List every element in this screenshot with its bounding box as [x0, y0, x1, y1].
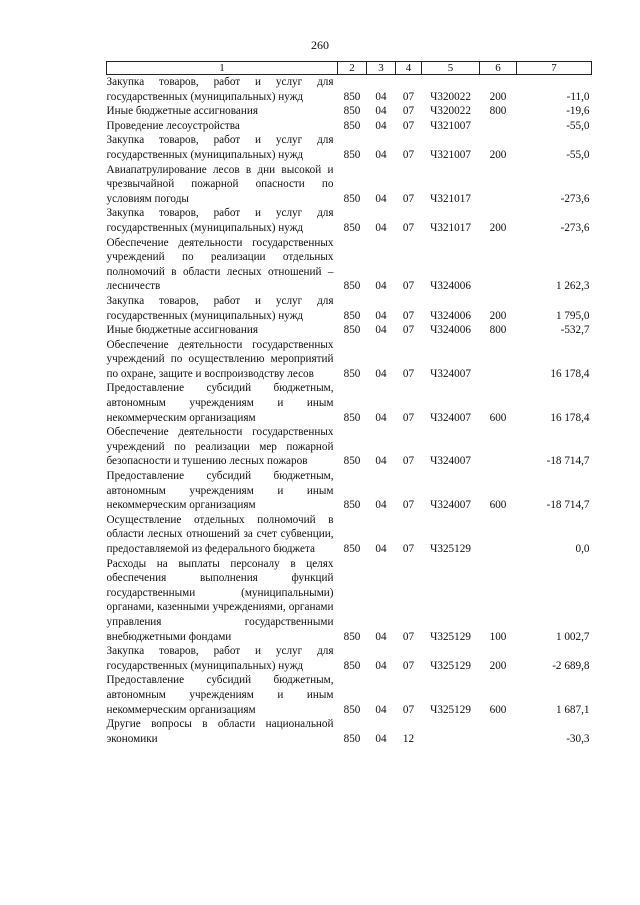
table-row: [107, 104, 592, 119]
target-article-code: Ч324007: [430, 455, 471, 468]
target-article-code: Ч324007: [430, 411, 471, 424]
ministry-code: 850: [343, 703, 361, 716]
target-article-code: Ч324007: [430, 367, 471, 380]
table-row: [107, 294, 592, 323]
section-code: 04: [375, 324, 387, 337]
row-description: Предоставление субсидий бюджетным, автономным учреждениям и иным некоммерческим организациям: [106, 382, 334, 424]
section-code: 04: [375, 543, 387, 555]
section-code: 04: [375, 192, 387, 205]
row-description: Закупка товаров, работ и услуг для государственных (муниципальных) нужд: [106, 76, 334, 103]
section-code: 04: [375, 499, 387, 512]
column-header: 5: [422, 62, 480, 75]
row-description: Закупка товаров, работ и услуг для государственных (муниципальных) нужд: [106, 207, 334, 234]
target-article-code: Ч325129: [430, 659, 471, 672]
table-row: [107, 323, 592, 338]
column-header: 4: [396, 62, 422, 75]
ministry-code: 850: [343, 192, 361, 205]
target-article-code: Ч325129: [430, 630, 471, 643]
table-row: [107, 513, 592, 557]
table-row: [107, 236, 592, 294]
subsection-code: 07: [402, 90, 415, 103]
ministry-code: 850: [343, 630, 361, 643]
ministry-code: 850: [343, 221, 361, 234]
target-article-code: Ч320022: [430, 105, 471, 118]
column-header: 2: [338, 62, 367, 75]
table-row: [107, 425, 592, 469]
ministry-code: 850: [343, 455, 361, 468]
expense-type-code: 600: [489, 499, 507, 512]
row-description: Иные бюджетные ассигнования: [106, 324, 258, 337]
amount: 1 687,1: [555, 703, 590, 716]
row-description: Другие вопросы в области национальной экономики: [106, 718, 334, 745]
amount: -30,3: [566, 732, 590, 745]
budget-table: [106, 61, 592, 746]
ministry-code: 850: [343, 309, 361, 322]
row-description: Осуществление отдельных полномочий в области лесных отношений за счет субвенции, предоставляемой из федерального бюджета: [106, 513, 334, 555]
subsection-code: 07: [402, 192, 415, 205]
expense-type-code: [480, 163, 517, 207]
row-description: Обеспечение деятельности государственных учреждений по осуществлению мероприятий по охране, защите и воспроизводству лесов: [106, 338, 334, 380]
table-row: [107, 119, 592, 134]
column-header: 3: [367, 62, 396, 75]
table-row: [107, 557, 592, 645]
section-code: 04: [375, 703, 387, 716]
ministry-code: 850: [343, 499, 361, 512]
subsection-code: 07: [402, 630, 415, 643]
table-row: [107, 673, 592, 717]
subsection-code: 07: [402, 221, 415, 234]
table-row: [107, 206, 592, 235]
target-article-code: Ч324006: [430, 324, 471, 337]
ministry-code: 850: [343, 105, 361, 118]
section-code: 04: [375, 411, 387, 424]
expense-type-code: 200: [489, 148, 507, 161]
column-header: 6: [480, 62, 517, 75]
subsection-code: 07: [402, 148, 415, 161]
row-description: Закупка товаров, работ и услуг для государственных (муниципальных) нужд: [106, 134, 334, 161]
row-description: Обеспечение деятельности государственных учреждений по реализации отдельных полномочий в области лесных отношений – лесничеств: [106, 236, 334, 293]
target-article-code: Ч320022: [430, 90, 471, 103]
table-row: [107, 644, 592, 673]
target-article-code: [422, 717, 480, 746]
subsection-code: 07: [402, 659, 415, 672]
table-row: [107, 75, 592, 105]
expense-type-code: [480, 513, 517, 557]
row-description: Иные бюджетные ассигнования: [106, 105, 258, 118]
amount: -2 689,8: [552, 659, 590, 672]
section-code: 04: [375, 148, 387, 161]
ministry-code: 850: [343, 324, 361, 337]
expense-type-code: 100: [489, 630, 507, 643]
amount: -55,0: [566, 119, 590, 132]
row-description: Авиапатрулирование лесов в дни высокой и чрезвычайной пожарной опасности по условиям погоды: [106, 163, 334, 205]
column-header: 1: [107, 62, 338, 75]
amount: -273,6: [560, 221, 590, 234]
target-article-code: Ч325129: [430, 703, 471, 716]
table-row: [107, 469, 592, 513]
expense-type-code: [480, 119, 517, 134]
ministry-code: 850: [343, 367, 361, 380]
target-article-code: Ч324006: [430, 280, 471, 293]
row-description: Обеспечение деятельности государственных учреждений по реализации мер пожарной безопасности и тушению лесных пожаров: [106, 426, 334, 468]
subsection-code: 12: [402, 732, 415, 745]
subsection-code: 07: [402, 411, 415, 424]
ministry-code: 850: [343, 280, 361, 293]
table-header-row: [107, 62, 592, 75]
expense-type-code: 200: [489, 309, 507, 322]
target-article-code: Ч324007: [430, 499, 471, 512]
ministry-code: 850: [343, 732, 361, 745]
row-description: Предоставление субсидий бюджетным, автономным учреждениям и иным некоммерческим организациям: [106, 470, 334, 512]
subsection-code: 07: [402, 499, 415, 512]
target-article-code: Ч325129: [430, 543, 471, 555]
section-code: 04: [375, 630, 387, 643]
ministry-code: 850: [343, 411, 361, 424]
section-code: 04: [375, 280, 387, 293]
target-article-code: Ч321017: [430, 192, 471, 205]
ministry-code: 850: [343, 543, 361, 555]
amount: -11,0: [566, 90, 590, 103]
expense-type-code: 200: [489, 221, 507, 234]
expense-type-code: [480, 425, 517, 469]
section-code: 04: [375, 659, 387, 672]
table-row: [107, 163, 592, 207]
ministry-code: 850: [343, 119, 361, 132]
expense-type-code: [480, 236, 517, 294]
subsection-code: 07: [402, 119, 415, 132]
expense-type-code: [480, 338, 517, 382]
amount: -19,6: [566, 105, 590, 118]
amount: 16 178,4: [550, 367, 590, 380]
amount: -55,0: [566, 148, 590, 161]
amount: 1 795,0: [555, 309, 590, 322]
row-description: Расходы на выплаты персоналу в целях обеспечения выполнения функций государственными (муниципальными) органами, казенными учреждениями, органами управления государственными внебюджетными фондами: [106, 557, 334, 643]
amount: 0,0: [575, 543, 590, 555]
section-code: 04: [375, 105, 387, 118]
expense-type-code: 800: [489, 324, 507, 337]
row-description: Предоставление субсидий бюджетным, автономным учреждениям и иным некоммерческим организациям: [106, 674, 334, 716]
section-code: 04: [375, 367, 387, 380]
amount: 1 262,3: [555, 280, 590, 293]
expense-type-code: 200: [489, 90, 507, 103]
page-number: 260: [311, 38, 329, 52]
amount: -18 714,7: [546, 499, 590, 512]
target-article-code: Ч324006: [430, 309, 471, 322]
amount: 16 178,4: [550, 411, 590, 424]
section-code: 04: [375, 309, 387, 322]
ministry-code: 850: [343, 148, 361, 161]
amount: -532,7: [560, 324, 590, 337]
row-description: Проведение лесоустройства: [106, 119, 240, 132]
target-article-code: Ч321017: [430, 221, 471, 234]
subsection-code: 07: [402, 309, 415, 322]
section-code: 04: [375, 455, 387, 468]
table-row: [107, 381, 592, 425]
expense-type-code: 600: [489, 411, 507, 424]
amount: -273,6: [560, 192, 590, 205]
section-code: 04: [375, 119, 387, 132]
section-code: 04: [375, 221, 387, 234]
subsection-code: 07: [402, 280, 415, 293]
amount: 1 002,7: [555, 630, 590, 643]
subsection-code: 07: [402, 703, 415, 716]
row-description: Закупка товаров, работ и услуг для государственных (муниципальных) нужд: [106, 645, 334, 672]
table-row: [107, 133, 592, 162]
target-article-code: Ч321007: [430, 148, 471, 161]
subsection-code: 07: [402, 543, 415, 555]
section-code: 04: [375, 732, 387, 745]
expense-type-code: 200: [489, 659, 507, 672]
expense-type-code: 800: [489, 105, 507, 118]
section-code: 04: [375, 90, 387, 103]
row-description: Закупка товаров, работ и услуг для государственных (муниципальных) нужд: [106, 294, 334, 322]
expense-type-code: [480, 717, 517, 746]
table-row: [107, 338, 592, 382]
subsection-code: 07: [402, 324, 415, 337]
target-article-code: Ч321007: [430, 119, 471, 132]
ministry-code: 850: [343, 90, 361, 103]
subsection-code: 07: [402, 455, 415, 468]
column-header: 7: [517, 62, 592, 75]
ministry-code: 850: [343, 659, 361, 672]
subsection-code: 07: [402, 367, 415, 380]
amount: -18 714,7: [546, 455, 590, 468]
expense-type-code: 600: [489, 703, 507, 716]
table-row: [107, 717, 592, 746]
subsection-code: 07: [402, 105, 415, 118]
